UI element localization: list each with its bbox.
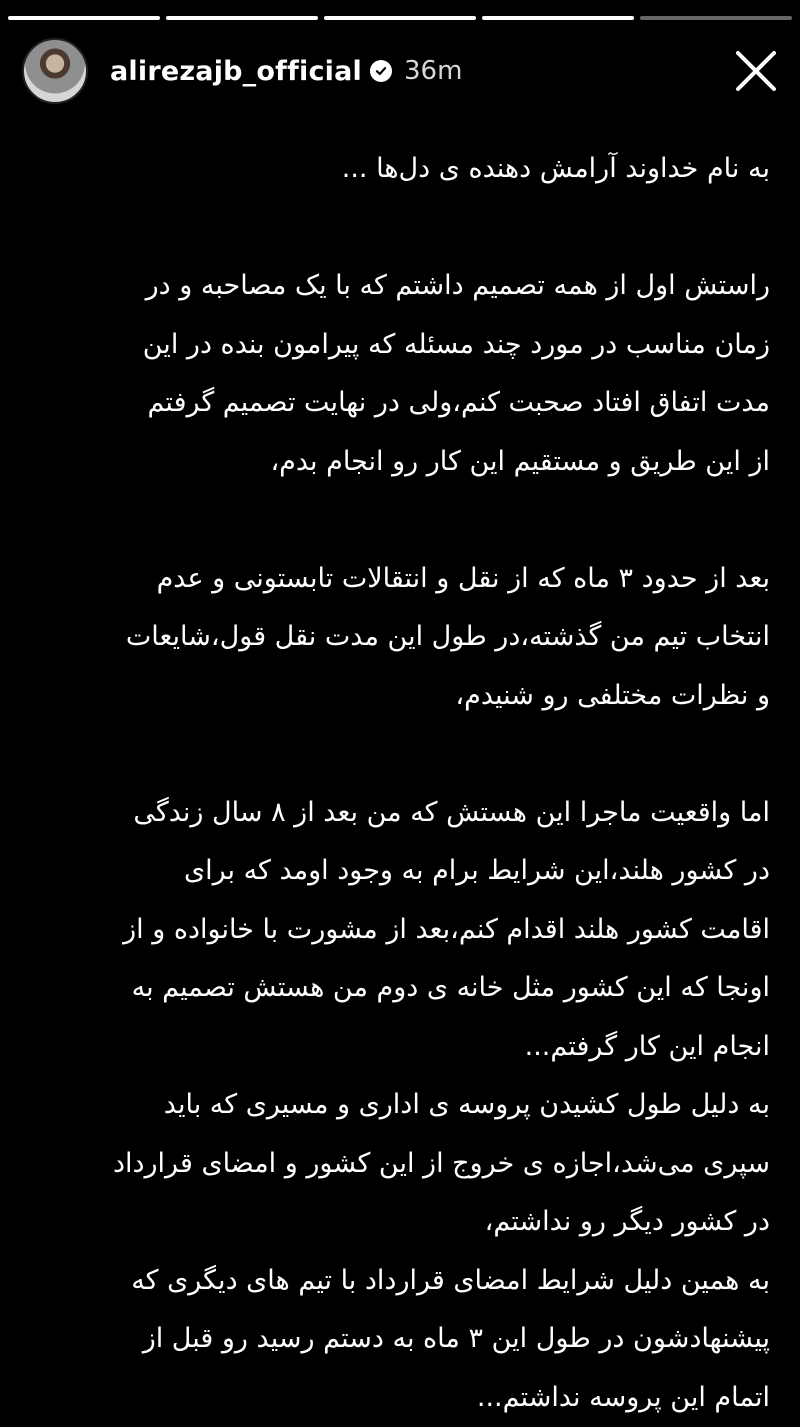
text-line: به همین دلیل شرایط امضای قرارداد با تیم های دیگری که	[30, 1252, 770, 1311]
text-line: پیشنهادشون در طول این ۳ ماه به دستم رسید رو قبل از	[30, 1310, 770, 1369]
verified-badge-icon	[370, 60, 392, 82]
story-progress-bar	[8, 16, 792, 20]
text-line: و نظرات مختلفی رو شنیدم،	[30, 667, 770, 726]
text-line: از این طریق و مستقیم این کار رو انجام بدم،	[30, 433, 770, 492]
text-line: انجام این کار گرفتم...	[30, 1018, 770, 1077]
post-time: 36m	[404, 56, 462, 86]
progress-segment	[482, 16, 634, 20]
text-line: بعد از حدود ۳ ماه که از نقل و انتقالات تابستونی و عدم	[30, 550, 770, 609]
text-line: به دلیل طول کشیدن پروسه ی اداری و مسیری که باید	[30, 1076, 770, 1135]
text-line: در کشور دیگر رو نداشتم،	[30, 1193, 770, 1252]
text-line: مدت اتفاق افتاد صحبت کنم،ولی در نهایت تصمیم گرفتم	[30, 374, 770, 433]
text-line: به نام خداوند آرامش دهنده ی دل‌ها ...	[30, 140, 770, 199]
text-line: اتمام این پروسه نداشتم...	[30, 1369, 770, 1427]
text-line: اونجا که این کشور مثل خانه ی دوم من هستش تصمیم به	[30, 959, 770, 1018]
text-line: زمان مناسب در مورد چند مسئله که پیرامون بنده در این	[30, 316, 770, 375]
text-line: راستش اول از همه تصمیم داشتم که با یک مصاحبه و در	[30, 257, 770, 316]
text-line: انتخاب تیم من گذشته،در طول این مدت نقل قول،شایعات	[30, 608, 770, 667]
progress-segment	[324, 16, 476, 20]
progress-segment	[166, 16, 318, 20]
story-text	[30, 140, 770, 1427]
close-icon[interactable]	[728, 43, 784, 99]
text-line: اما واقعیت ماجرا این هستش که من بعد از ۸ سال زندگی	[30, 784, 770, 843]
progress-segment	[8, 16, 160, 20]
text-line: اقامت کشور هلند اقدام کنم،بعد از مشورت با خانواده و از	[30, 901, 770, 960]
text-line: در کشور هلند،این شرایط برام به وجود اومد که برای	[30, 842, 770, 901]
progress-segment-current	[640, 16, 792, 20]
avatar[interactable]	[22, 38, 88, 104]
story-header	[22, 36, 784, 106]
username[interactable]: alirezajb_official	[110, 56, 362, 87]
text-line: سپری می‌شد،اجازه ی خروج از این کشور و امضای قرارداد	[30, 1135, 770, 1194]
